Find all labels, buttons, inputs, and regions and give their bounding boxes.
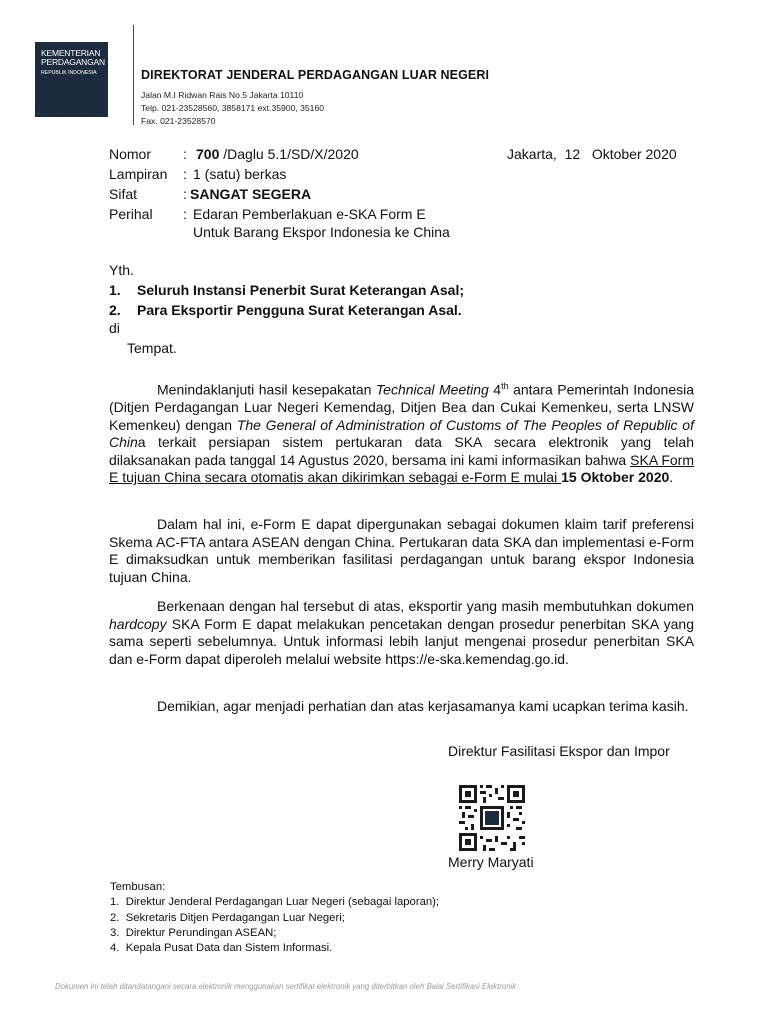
lampiran-colon: : — [183, 166, 187, 182]
sifat-colon: : — [183, 186, 187, 202]
p1-e: The General of Administration of Customs of The Peoples of Republic of Chin — [109, 416, 694, 451]
nomor-rest: /Daglu 5.1/SD/X/2020 — [219, 146, 359, 162]
tempat: Tempat. — [127, 340, 177, 356]
organization-name: DIREKTORAT JENDERAL PERDAGANGAN LUAR NEGERI — [141, 68, 490, 82]
paragraph-1 — [109, 378, 694, 487]
p1-sup: th — [501, 381, 509, 391]
p1-f: a terkait persiapan sistem pertukaran data SKA secara elektronik yang telah dilaksanakan pada tanggal 14 Agustus 2020, bersama ini kami informasikan bahwa — [109, 434, 694, 468]
recipient-1: Seluruh Instansi Penerbit Surat Keterangan Asal; — [137, 282, 465, 298]
sifat-label: Sifat — [109, 186, 138, 202]
p1-i: . — [669, 469, 674, 486]
perihal-line-2: Untuk Barang Ekspor Indonesia ke China — [193, 224, 450, 240]
p1-b: Technical Meeting — [375, 381, 489, 398]
p1-d: antara Pemerintah Indonesia (Ditjen Perdagangan Luar Negeri Kemendag, Ditjen Bea dan Cukai Kemenkeu, serta LNSW Kemenkeu) dengan — [109, 381, 695, 433]
tembusan-item-4: 4. Kepala Pusat Data dan Sistem Informasi. — [110, 942, 333, 954]
p2-text: Dalam hal ini, e-Form E dapat dipergunakan sebagai dokumen klaim tarif preferensi Skema AC-FTA antara ASEAN dengan China. Pertukaran data SKA dan implementasi e-Form E dimaksudkan untuk memberikan fasilitasi perdagangan untuk barang ekspor Indonesia tujuan China. — [109, 516, 694, 585]
logo-line-1: KEMENTERIAN — [41, 48, 101, 58]
phone: Telp. 021-23528560, 3858171 ext.35900, 35160 — [141, 103, 325, 113]
ministry-logo — [35, 42, 108, 117]
nomor-colon: : — [183, 146, 187, 162]
tembusan-item-2: 2. Sekretaris Ditjen Perdagangan Luar Negeri; — [110, 912, 345, 924]
paragraph-4 — [109, 698, 694, 716]
p1-a: Menindaklanjuti hasil kesepakatan — [157, 381, 376, 398]
tembusan-item-1: 1. Direktur Jenderal Perdagangan Luar Negeri (sebagai laporan); — [110, 896, 440, 908]
recipient-2-number: 2. — [109, 302, 121, 318]
logo-line-3: REPUBLIK INDONESIA — [41, 70, 97, 76]
nomor-label: Nomor — [109, 146, 152, 162]
address: Jalan M.I Ridwan Rais No.5 Jakarta 10110 — [141, 90, 304, 100]
signatory-name: Merry Maryati — [448, 854, 534, 870]
perihal-label: Perihal — [109, 206, 153, 222]
recipient-2: Para Eksportir Pengguna Surat Keterangan Asal. — [137, 302, 462, 318]
lampiran-label: Lampiran — [109, 166, 168, 182]
logo-line-2: PERDAGANGAN — [41, 57, 105, 67]
perihal-line-1: Edaran Pemberlakuan e-SKA Form E — [193, 206, 426, 222]
yth: Yth. — [109, 262, 134, 278]
p1-g: SKA Form E tujuan China secara otomatis akan dikirimkan sebagai e-Form E mulai — [109, 451, 694, 486]
p3-a: Berkenaan dengan hal tersebut di atas, eksportir yang masih membutuhkan dokumen — [157, 598, 694, 614]
recipient-1-number: 1. — [109, 282, 121, 298]
qr-code-icon — [459, 785, 525, 851]
qr-code-signature — [459, 785, 525, 851]
e-signature-footer-note: Dokumen ini telah ditandatangani secara elektronik menggunakan sertifikat elektronik yang diterbitkan oleh Balai Sertifikasi Elektronik — [55, 982, 517, 991]
signatory-title: Direktur Fasilitasi Ekspor dan Impor — [448, 743, 670, 759]
di: di — [109, 320, 120, 336]
lampiran-value: 1 (satu) berkas — [193, 166, 287, 182]
p3-c: SKA Form E dapat melakukan pencetakan dengan prosedur penerbitan SKA yang sama seperti sebelumnya. Untuk informasi lebih lanjut mengenai prosedur penerbitan SKA dan e-Form dapat diperoleh melalui website https://e-ska.kemendag.go.id. — [109, 615, 694, 667]
fax: Fax. 021-23528570 — [141, 116, 216, 126]
perihal-colon: : — [183, 206, 187, 222]
tembusan-item-3: 3. Direktur Perundingan ASEAN; — [110, 927, 277, 939]
letter-date: Jakarta, 12 Oktober 2020 — [507, 146, 677, 162]
p1-c: 4 — [488, 381, 502, 398]
letterhead-divider — [133, 25, 134, 125]
logo-subtitle: MINISTRY OF TRADE — [35, 111, 95, 117]
paragraph-2 — [109, 516, 694, 586]
p4-text: Demikian, agar menjadi perhatian dan atas kerjasamanya kami ucapkan terima kasih. — [157, 698, 689, 714]
nomor-number: 700 — [196, 146, 220, 162]
paragraph-3 — [109, 598, 694, 668]
p1-h: 15 Oktober 2020 — [561, 469, 670, 486]
nomor-value — [196, 146, 359, 162]
tembusan-label: Tembusan: — [110, 881, 166, 893]
sifat-value: SANGAT SEGERA — [190, 186, 312, 202]
p3-b: hardcopy — [109, 615, 167, 632]
